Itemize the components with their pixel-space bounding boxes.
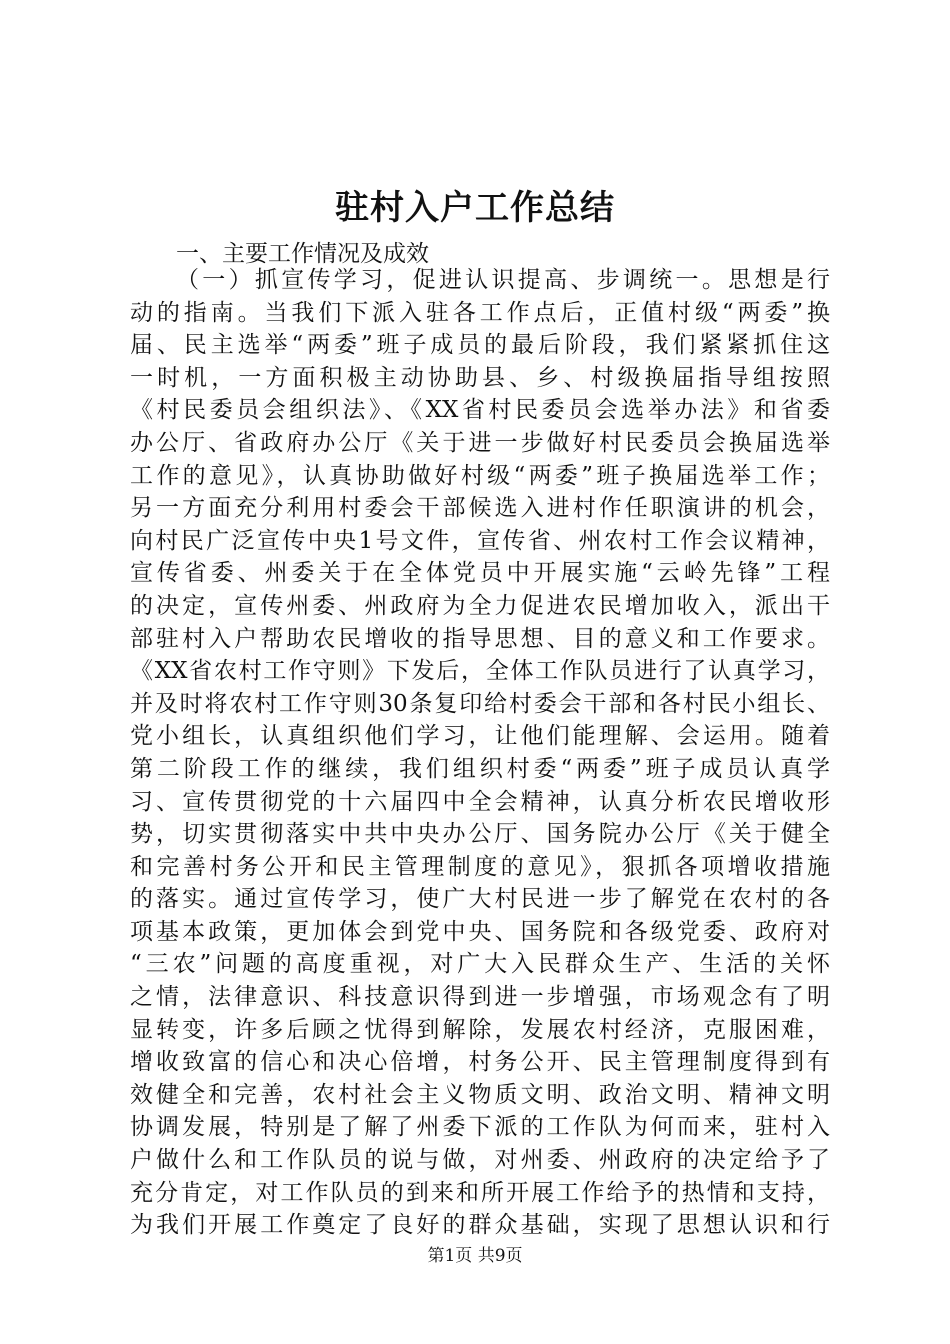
body-line: 的决定，宣传州委、州政府为全力促进农民增加收入，派出干 (130, 592, 830, 619)
body-line: 一时机，一方面积极主动协助县、乡、村级换届指导组按照 (130, 364, 830, 391)
document-title: 驻村入户工作总结 (335, 188, 615, 228)
body-line: 显转变，许多后顾之忧得到解除，发展农村经济，克服困难， (130, 1016, 830, 1043)
body-line: 办公厅、省政府办公厅《关于进一步做好村民委员会换届选举 (130, 429, 830, 456)
body-line: 充分肯定，对工作队员的到来和所开展工作给予的热情和支持， (130, 1179, 830, 1206)
section-heading: 一、主要工作情况及成效 (176, 241, 429, 267)
body-line: 届、民主选举“两委”班子成员的最后阶段，我们紧紧抓住这 (130, 332, 830, 359)
body-line: 动的指南。当我们下派入驻各工作点后，正值村级“两委”换 (130, 299, 830, 326)
body-line: 另一方面充分利用村委会干部候选入进村作任职演讲的机会， (130, 495, 830, 522)
body-line: 向村民广泛宣传中央1号文件，宣传省、州农村工作会议精神， (130, 527, 830, 554)
body-line: 宣传省委、州委关于在全体党员中开展实施“云岭先锋”工程 (130, 560, 830, 587)
body-paragraph (130, 264, 830, 1242)
body-line: （一）抓宣传学习，促进认识提高、步调统一。思想是行 (176, 267, 830, 293)
body-line: 的落实。通过宣传学习，使广大村民进一步了解党在农村的各 (130, 886, 830, 913)
page-footer: 第1页 共9页 (427, 1246, 523, 1266)
body-line: 习、宣传贯彻党的十六届四中全会精神，认真分析农民增收形 (130, 788, 830, 815)
body-line: 《村民委员会组织法》、《XX省村民委员会选举办法》和省委 (130, 397, 830, 424)
body-line: 工作的意见》，认真协助做好村级“两委”班子换届选举工作； (130, 462, 830, 489)
body-line: 为我们开展工作奠定了良好的群众基础，实现了思想认识和行 (130, 1212, 830, 1239)
body-line: 部驻村入户帮助农民增收的指导思想、目的意义和工作要求。 (130, 625, 830, 652)
body-line: 增收致富的信心和决心倍增，村务公开、民主管理制度得到有 (130, 1049, 830, 1076)
body-line: “三农”问题的高度重视，对广大入民群众生产、生活的关怀 (130, 951, 830, 978)
body-line: 《XX省农村工作守则》下发后，全体工作队员进行了认真学习， (130, 658, 830, 685)
body-line: 党小组长，认真组织他们学习，让他们能理解、会运用。随着 (130, 723, 830, 750)
body-line: 第二阶段工作的继续，我们组织村委“两委”班子成员认真学 (130, 755, 830, 782)
body-line: 户做什么和工作队员的说与做，对州委、州政府的决定给予了 (130, 1147, 830, 1174)
body-line: 之情，法律意识、科技意识得到进一步增强，市场观念有了明 (130, 984, 830, 1011)
body-line: 协调发展，特别是了解了州委下派的工作队为何而来，驻村入 (130, 1114, 830, 1141)
body-line: 并及时将农村工作守则30条复印给村委会干部和各村民小组长、 (130, 690, 830, 717)
body-line: 势，切实贯彻落实中共中央办公厅、国务院办公厅《关于健全 (130, 821, 830, 848)
body-line: 项基本政策，更加体会到党中央、国务院和各级党委、政府对 (130, 918, 830, 945)
body-line: 效健全和完善，农村社会主义物质文明、政治文明、精神文明 (130, 1081, 830, 1108)
body-line: 和完善村务公开和民主管理制度的意见》，狠抓各项增收措施 (130, 853, 830, 880)
